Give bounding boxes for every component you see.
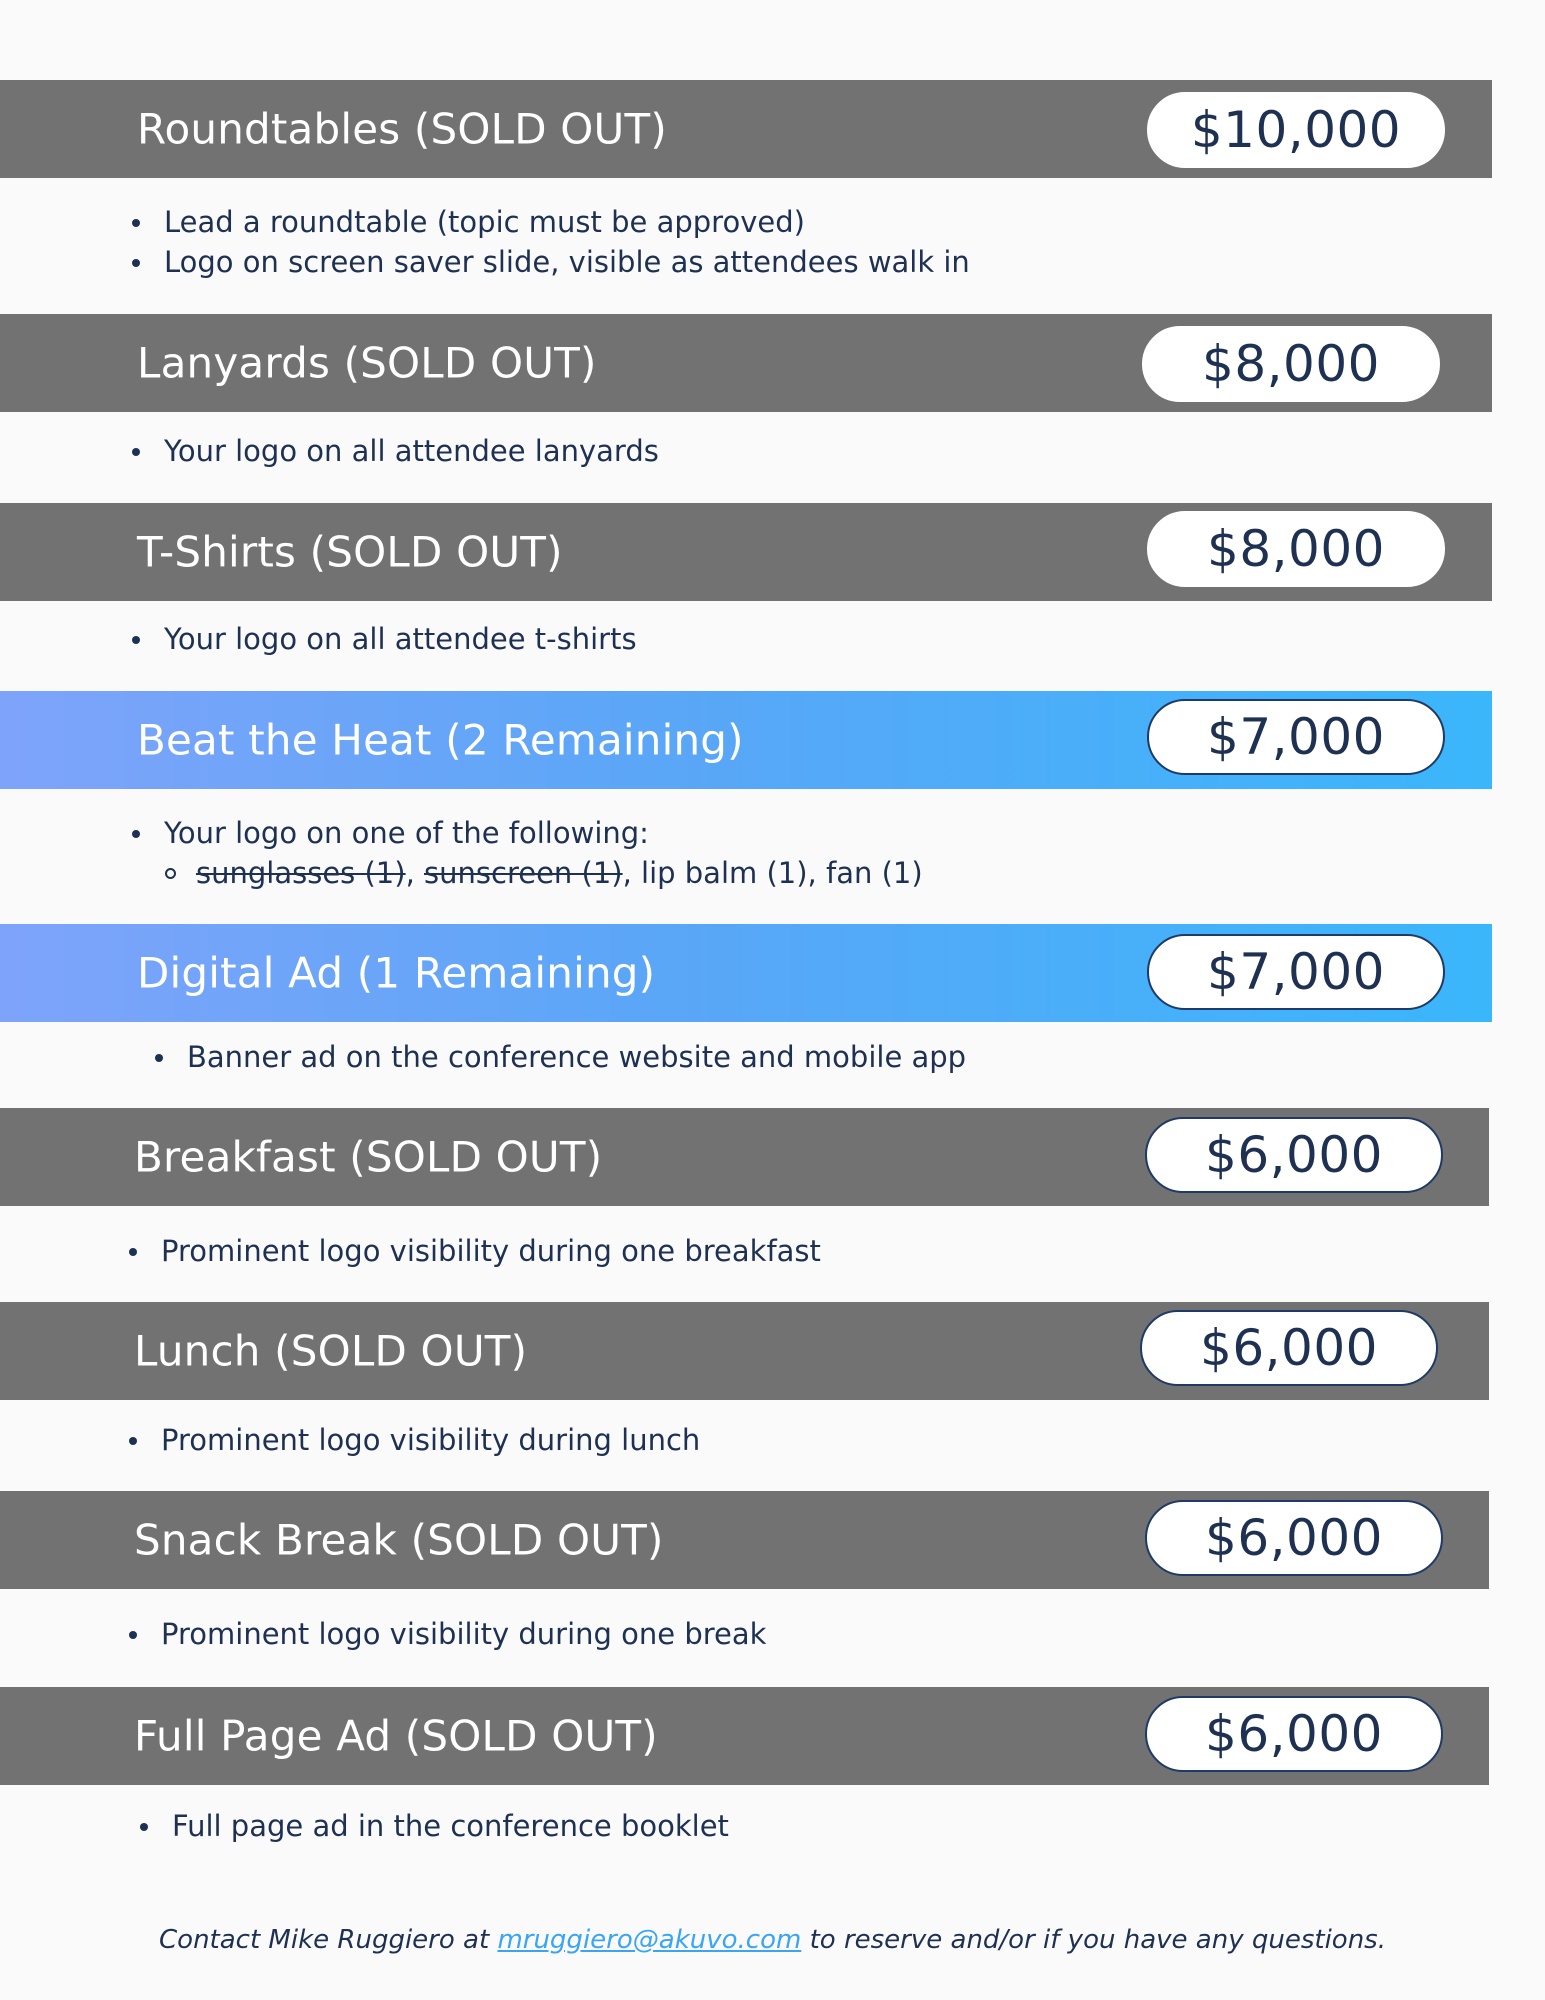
package-bullets-roundtables	[132, 202, 970, 282]
package-header-snack-break	[0, 1491, 1489, 1589]
package-title: Roundtables (SOLD OUT)	[137, 104, 667, 154]
package-title: T-Shirts (SOLD OUT)	[137, 527, 563, 577]
price-pill: $6,000	[1140, 1310, 1438, 1386]
package-bullets-lunch	[129, 1420, 700, 1460]
sub-list	[164, 853, 923, 893]
list-item: Prominent logo visibility during lunch	[129, 1420, 700, 1460]
price-pill: $7,000	[1147, 699, 1445, 775]
package-bullets-full-page-ad	[140, 1806, 729, 1846]
price-pill: $10,000	[1147, 92, 1445, 168]
list-item: Your logo on all attendee t-shirts	[132, 619, 637, 659]
list-item: Logo on screen saver slide, visible as attendees walk in	[132, 242, 970, 282]
package-bullets-beat-the-heat	[132, 813, 923, 893]
package-header-breakfast	[0, 1108, 1489, 1206]
package-header-full-page-ad	[0, 1687, 1489, 1785]
price-pill: $8,000	[1142, 326, 1440, 402]
list-item	[132, 813, 923, 893]
package-header-t-shirts	[0, 503, 1492, 601]
package-bullets-breakfast	[129, 1231, 821, 1271]
list-item: Prominent logo visibility during one breakfast	[129, 1231, 821, 1271]
package-header-lanyards	[0, 314, 1492, 412]
package-bullets-lanyards	[132, 431, 659, 471]
package-title: Full Page Ad (SOLD OUT)	[134, 1711, 658, 1761]
list-item-text: Your logo on one of the following:	[164, 816, 649, 850]
package-header-digital-ad	[0, 924, 1492, 1022]
list-item: Lead a roundtable (topic must be approved)	[132, 202, 970, 242]
package-title: Breakfast (SOLD OUT)	[134, 1132, 603, 1182]
package-header-lunch	[0, 1302, 1489, 1400]
package-bullets-digital-ad	[155, 1037, 966, 1077]
list-item: Prominent logo visibility during one break	[129, 1614, 766, 1654]
price-pill: $8,000	[1147, 511, 1445, 587]
package-title: Lanyards (SOLD OUT)	[137, 338, 597, 388]
footer-text-after: to reserve and/or if you have any questions.	[801, 1925, 1386, 1955]
package-title: Lunch (SOLD OUT)	[134, 1326, 528, 1376]
package-header-beat-the-heat	[0, 691, 1492, 789]
package-title: Beat the Heat (2 Remaining)	[137, 715, 744, 765]
price-pill: $6,000	[1145, 1696, 1443, 1772]
package-bullets-snack-break	[129, 1614, 766, 1654]
available-options: , lip balm (1), fan (1)	[622, 856, 923, 890]
sold-out-option: sunscreen (1)	[424, 856, 623, 890]
contact-footer	[0, 1925, 1545, 1955]
package-header-roundtables	[0, 80, 1492, 178]
price-pill: $6,000	[1145, 1117, 1443, 1193]
footer-text-before: Contact Mike Ruggiero at	[159, 1925, 498, 1955]
price-pill: $6,000	[1145, 1500, 1443, 1576]
email-link[interactable]: mruggiero@akuvo.com	[497, 1925, 802, 1955]
package-title: Digital Ad (1 Remaining)	[137, 948, 656, 998]
package-title: Snack Break (SOLD OUT)	[134, 1515, 664, 1565]
package-bullets-t-shirts	[132, 619, 637, 659]
list-item: Full page ad in the conference booklet	[140, 1806, 729, 1846]
separator: ,	[405, 856, 425, 890]
list-item: Your logo on all attendee lanyards	[132, 431, 659, 471]
list-item: Banner ad on the conference website and mobile app	[155, 1037, 966, 1077]
price-pill: $7,000	[1147, 934, 1445, 1010]
sub-list-item	[164, 853, 923, 893]
sold-out-option: sunglasses (1)	[196, 856, 406, 890]
